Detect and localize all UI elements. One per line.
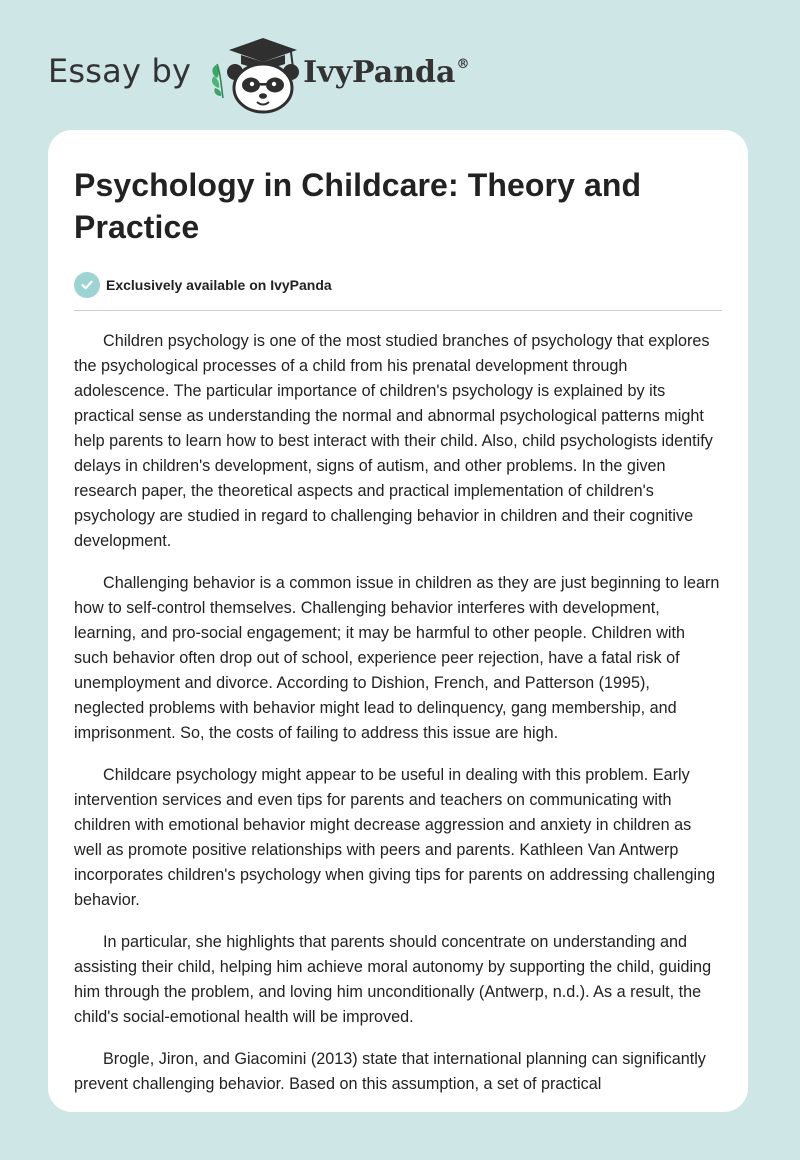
exclusive-badge	[74, 272, 722, 298]
exclusive-label: Exclusively available on IvyPanda	[106, 277, 332, 293]
essay-body	[74, 329, 722, 1097]
checkmark-icon	[74, 272, 100, 298]
brand-name[interactable]	[303, 55, 469, 90]
paragraph: Brogle, Jiron, and Giacomini (2013) state that international planning can significantly prevent challenging behavior. Based on this assumption, a set of practical	[74, 1050, 706, 1093]
registered-mark: ®	[456, 56, 470, 72]
panda-graduation-cap-icon[interactable]	[207, 34, 301, 114]
divider	[74, 310, 722, 311]
ivy-leaf-icon	[212, 64, 223, 98]
paragraph: Children psychology is one of the most studied branches of psychology that explores the psychological processes of a child from his prenatal development through adolescence. The particular importance of children's psychology is explained by its practical sense as understanding the normal and abnormal psychological patterns might help parents to learn how to best interact with their child. Also, child psychologists identify delays in children's development, signs of autism, and other problems. In the given research paper, the theoretical aspects and practical implementation of children's psychology are studied in regard to challenging behavior in children and their cognitive development.	[74, 332, 713, 550]
paragraph: In particular, she highlights that parents should concentrate on understanding and assisting their child, helping him achieve moral autonomy by supporting the child, guiding him through the problem, and loving him unconditionally (Antwerp, n.d.). As a result, the child's social-emotional health will be improved.	[74, 933, 712, 1026]
paragraph: Childcare psychology might appear to be useful in dealing with this problem. Early intervention services and even tips for parents and teachers on communicating with children with emotional behavior might decrease aggression and anxiety in children as well as promote positive relationships with peers and parents. Kathleen Van Antwerp incorporates children's psychology when giving tips for parents on addressing challenging behavior.	[74, 766, 716, 909]
essay-by-label: Essay by	[48, 52, 192, 90]
essay-card	[48, 130, 748, 1112]
site-header	[48, 34, 469, 114]
essay-title: Psychology in Childcare: Theory and Practice	[74, 167, 642, 245]
brand-label: IvyPanda	[303, 54, 456, 90]
paragraph: Challenging behavior is a common issue in children as they are just beginning to learn how to self-control themselves. Challenging behavior interferes with development, learning, and pro-social engagement; it may be harmful to other people. Children with such behavior often drop out of school, experience peer rejection, have a fatal risk of unemployment and divorce. According to Dishion, French, and Patterson (1995), neglected problems with behavior might lead to delinquency, gang membership, and imprisonment. So, the costs of failing to address this issue are high.	[74, 574, 720, 742]
